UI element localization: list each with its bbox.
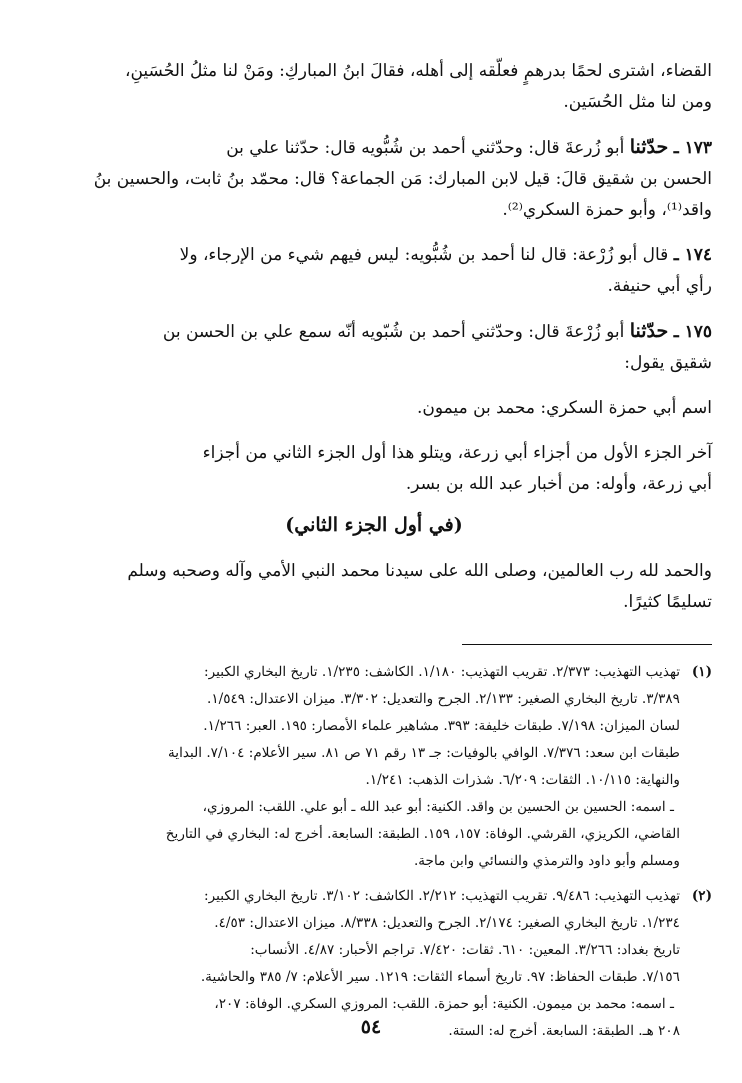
text-line: واقد⁽¹⁾، وأبو حمزة السكري⁽²⁾. xyxy=(502,200,712,220)
footnote-line: ٣/٣٨٩. تاريخ البخاري الصغير: ٢/١٣٣. الجرح والتعديل: ٣/٣٠٢. ميزان الاعتدال: ١/٥٤٩. xyxy=(206,691,680,707)
footnote-line: لسان الميزان: ٧/١٩٨. طبقات خليفة: ٣٩٣. مشاهير علماء الأمصار: ١٩٥. العبر: ١/٢٦٦. xyxy=(203,718,680,734)
footnote-line: ١/٢٣٤. تاريخ البخاري الصغير: ٢/١٧٤. الجرح والتعديل: ٨/٣٣٨. ميزان الاعتدال: ٤/٥٣. xyxy=(214,915,680,931)
text-line: شقيق يقول: xyxy=(624,353,712,373)
document-page xyxy=(36,56,712,1053)
hadith-173 xyxy=(36,132,712,226)
footnote-line: تهذيب التهذيب: ٩/٤٨٦. تقريب التهذيب: ٢/٢١٢. الكاشف: ٣/١٠٢. تاريخ البخاري الكبير: xyxy=(204,888,680,904)
closing-paragraph xyxy=(36,556,712,618)
footnote-1 xyxy=(36,659,712,875)
footnote-marker: (٢) xyxy=(691,888,712,904)
hadith-number: ١٧٥ ـ xyxy=(673,322,712,342)
footnote-marker: (١) xyxy=(691,664,712,680)
hadith-keyword: حدّثنا xyxy=(629,320,669,342)
page-number: ٥٤ xyxy=(360,1016,382,1038)
text-span: أبو زُرْعةَ قال: وحدّثني أحمد بن شُبّويه أنّه سمع علي بن الحسن بن xyxy=(162,322,625,342)
footnote-note-line: ومسلم وأبو داود والترمذي والنسائي وابن ماجة. xyxy=(413,853,680,869)
text-line xyxy=(36,132,712,164)
footnote-line: تهذيب التهذيب: ٢/٣٧٣. تقريب التهذيب: ١/١٨٠. الكاشف: ١/٢٣٥. تاريخ البخاري الكبير: xyxy=(204,664,680,680)
section-title: (في أول الجزء الثاني) xyxy=(285,514,463,536)
text-line: أبي زرعة، وأوله: من أخبار عبد الله بن بسر. xyxy=(405,474,712,494)
footnote-note-line: ـ اسمه: الحسين بن الحسين بن واقد. الكنية: أبو عبد الله ـ أبو علي. اللقب: المروزي، xyxy=(202,799,674,815)
footnote-line: طبقات ابن سعد: ٧/٣٧٦. الوافي بالوفيات: جـ ١٣ رقم ٧١ ص ٨١. سير الأعلام: ٧/١٠٤. البداية xyxy=(168,745,680,761)
footnote-divider xyxy=(462,644,712,645)
paragraph-continuation xyxy=(36,56,712,118)
text-line: آخر الجزء الأول من أجزاء أبي زرعة، ويتلو هذا أول الجزء الثاني من أجزاء xyxy=(202,443,712,463)
footnote-line: تاريخ بغداد: ٣/٢٦٦. المعين: ٦١٠. ثقات: ٧/٤٢٠. تراجم الأحبار: ٤/٨٧. الأنساب: xyxy=(250,942,680,958)
text-line: رأي أبي حنيفة. xyxy=(607,276,712,296)
footnote-line: ٧/١٥٦. طبقات الحفاظ: ٩٧. تاريخ أسماء الثقات: ١٢١٩. سير الأعلام: ٧/ ٣٨٥ والحاشية. xyxy=(200,969,680,985)
text-line: القضاء، اشترى لحمًا بدرهمٍ فعلّقه إلى أهله، فقالَ ابنُ المباركِ: ومَنْ لنا مثلُ الحُسَينِ، xyxy=(125,61,712,81)
text-line: والحمد لله رب العالمين، وصلى الله على سيدنا محمد النبي الأمي وآله وصحبه وسلم xyxy=(127,561,712,581)
hadith-number: ١٧٤ ـ xyxy=(673,245,712,265)
hadith-175 xyxy=(36,316,712,379)
footnote-note-line: ٢٠٨ هـ. الطبقة: السابعة. أخرج له: الستة. xyxy=(448,1023,680,1039)
footnote-note-line: ـ اسمه: محمد بن ميمون. الكنية: أبو حمزة. اللقب: المروزي السكري. الوفاة: ٢٠٧، xyxy=(214,996,674,1012)
text-line xyxy=(36,240,712,271)
footnote-note-line: القاضي، الكريزي، القرشي. الوفاة: ١٥٧، ١٥٩. الطبقة: السابعة. أخرج له: البخاري في التاريخ xyxy=(165,826,680,842)
hadith-number: ١٧٣ ـ xyxy=(673,138,712,158)
hadith-keyword: حدّثنا xyxy=(629,136,669,158)
text-line xyxy=(36,316,712,348)
hadith-174 xyxy=(36,240,712,302)
text-line: ومن لنا مثل الحُسَين. xyxy=(563,92,712,112)
text-line: تسليمًا كثيرًا. xyxy=(623,592,712,612)
text-span: قال أبو زُرْعة: قال لنا أحمد بن شُبُّويه: ليس فيهم شيء من الإرجاء، ولا xyxy=(179,245,669,265)
text-line: الحسن بن شقيق قالَ: قيل لابن المبارك: مَن الجماعة؟ قال: محمّد بنُ ثابت، والحسين بنُ xyxy=(93,169,712,189)
text-span: أبو زُرعةَ قال: وحدّثني أحمد بن شُبُّويه قال: حدّثنا علي بن xyxy=(226,138,625,158)
footnote-line: والنهاية: ١٠/١١٥. الثقات: ٦/٢٠٩. شذرات الذهب: ١/٢٤١. xyxy=(365,772,680,788)
name-paragraph xyxy=(36,393,712,424)
text-line: اسم أبي حمزة السكري: محمد بن ميمون. xyxy=(416,398,712,418)
end-of-part-paragraph xyxy=(36,438,712,500)
